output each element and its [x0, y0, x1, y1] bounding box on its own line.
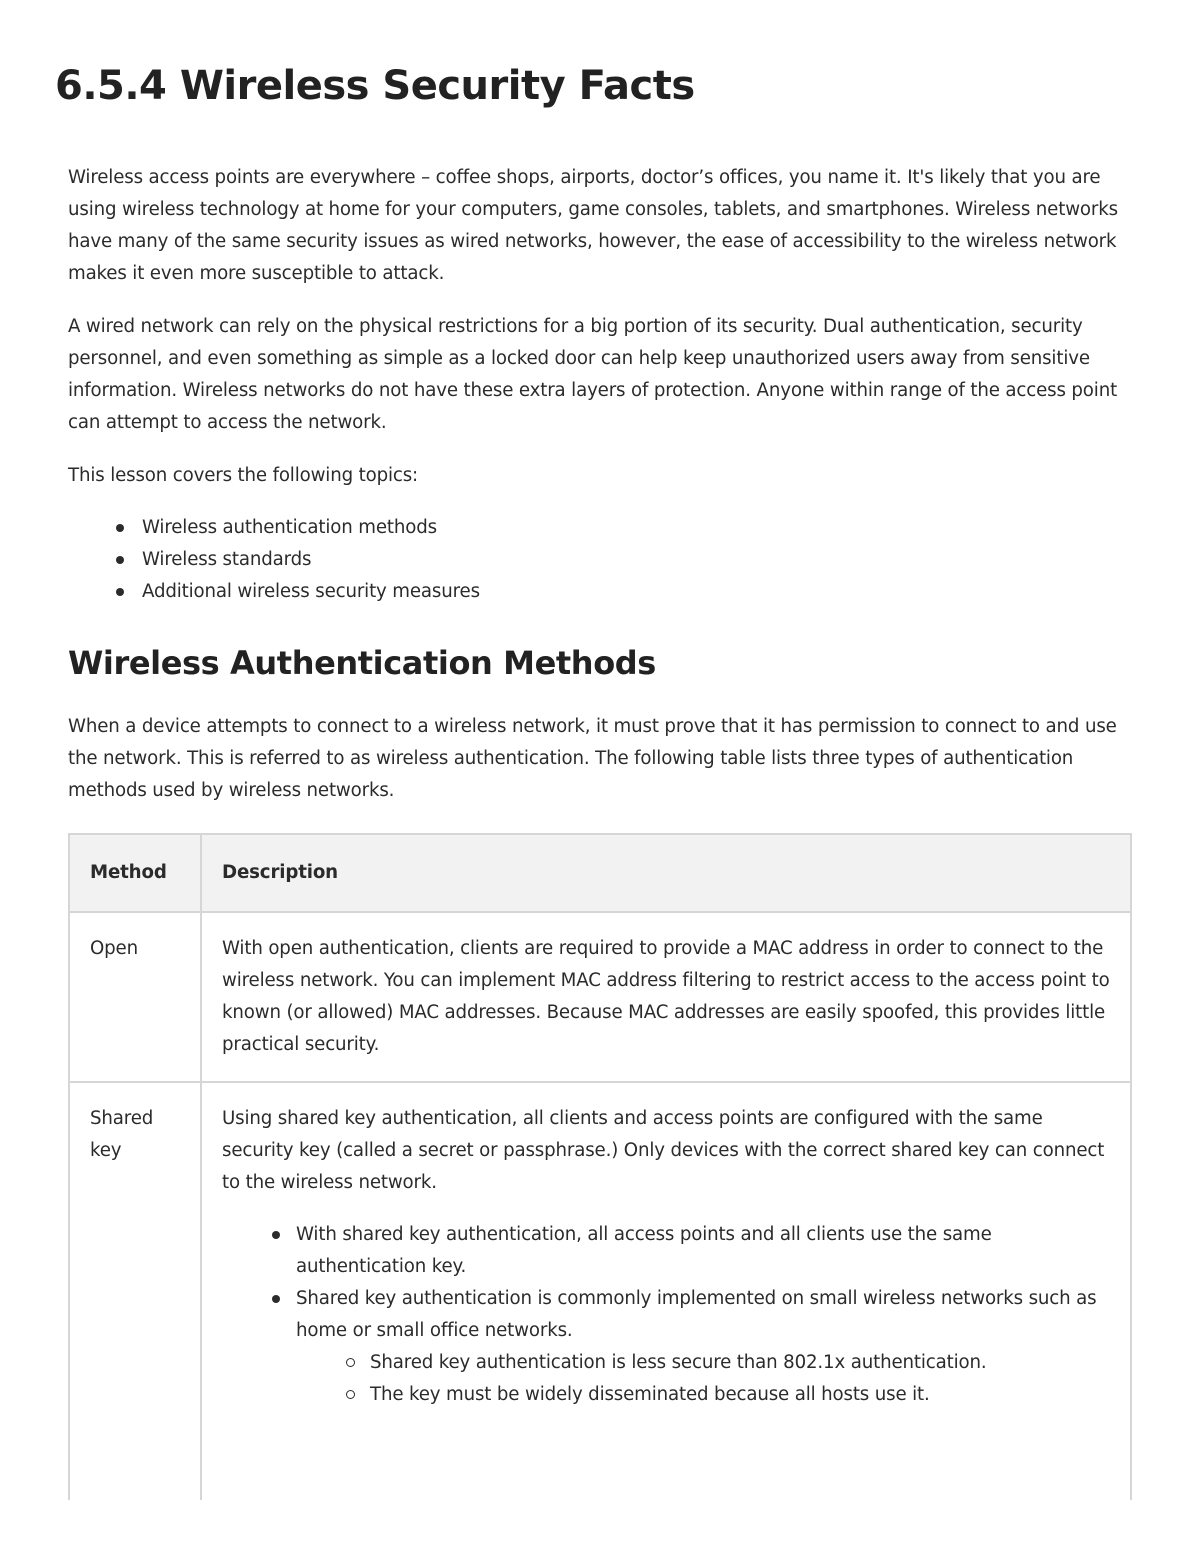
topic-item: Wireless authentication methods [142, 512, 1132, 544]
topic-item: Additional wireless security measures [142, 576, 1132, 608]
column-header-description: Description [201, 834, 1131, 912]
table-header-row [69, 834, 1131, 912]
table-row [69, 912, 1131, 1082]
auth-intro-paragraph: When a device attempts to connect to a wireless network, it must prove that it has permission to connect to and use the network. This is referred to as wireless authentication. The following table lists three types of authentication methods used by wireless networks. [68, 716, 1117, 801]
topic-item: Wireless standards [142, 544, 1132, 576]
description-text: With open authentication, clients are required to provide a MAC address in order to connect to the wireless network. You can implement MAC address filtering to restrict access to the access point to known (or allowed) MAC addresses. Because MAC addresses are easily spoofed, this provides little practical security. [222, 938, 1110, 1055]
section-heading-auth-methods: Wireless Authentication Methods [68, 644, 656, 682]
page-bottom-margin [0, 1500, 1200, 1553]
intro-paragraph-3: This lesson covers the following topics: [68, 465, 419, 486]
description-text: Using shared key authentication, all clients and access points are configured with the same security key (called a secret or passphrase.) Only devices with the correct shared key can connect to the wireless network. [222, 1108, 1105, 1193]
column-header-method: Method [69, 834, 201, 912]
lesson-content [68, 162, 1132, 807]
page-title: 6.5.4 Wireless Security Facts [55, 63, 695, 109]
shared-key-sub-bullets [296, 1347, 1110, 1411]
method-cell: Open [69, 912, 201, 1082]
shared-key-bullets [222, 1219, 1110, 1411]
description-cell [201, 912, 1131, 1082]
method-cell: Shared key [69, 1082, 201, 1544]
table-row [69, 1082, 1131, 1544]
auth-methods-table [68, 833, 1132, 1545]
list-item [296, 1283, 1110, 1411]
intro-paragraph-2: A wired network can rely on the physical restrictions for a big portion of its security. Dual authentication, security personnel, and even something as simple as a locked door can help keep unauthorized users away from sensitive information. Wireless networks do not have these extra layers of protection. Anyone within range of the access point can attempt to access the network. [68, 316, 1118, 433]
list-item: With shared key authentication, all access points and all clients use the same authentication key. [296, 1219, 1110, 1283]
sub-list-item: Shared key authentication is less secure than 802.1x authentication. [370, 1347, 1110, 1379]
description-cell [201, 1082, 1131, 1544]
topics-list [68, 512, 1132, 608]
intro-paragraph-1: Wireless access points are everywhere – coffee shops, airports, doctor’s offices, you name it. It's likely that you are using wireless technology at home for your computers, game consoles, tablets, and smartphones. Wireless networks have many of the same security issues as wired networks, however, the ease of accessibility to the wireless network makes it even more susceptible to attack. [68, 167, 1118, 284]
sub-list-item: The key must be widely disseminated because all hosts use it. [370, 1379, 1110, 1411]
list-item-text: Shared key authentication is commonly implemented on small wireless networks such as home or small office networks. [296, 1288, 1097, 1341]
